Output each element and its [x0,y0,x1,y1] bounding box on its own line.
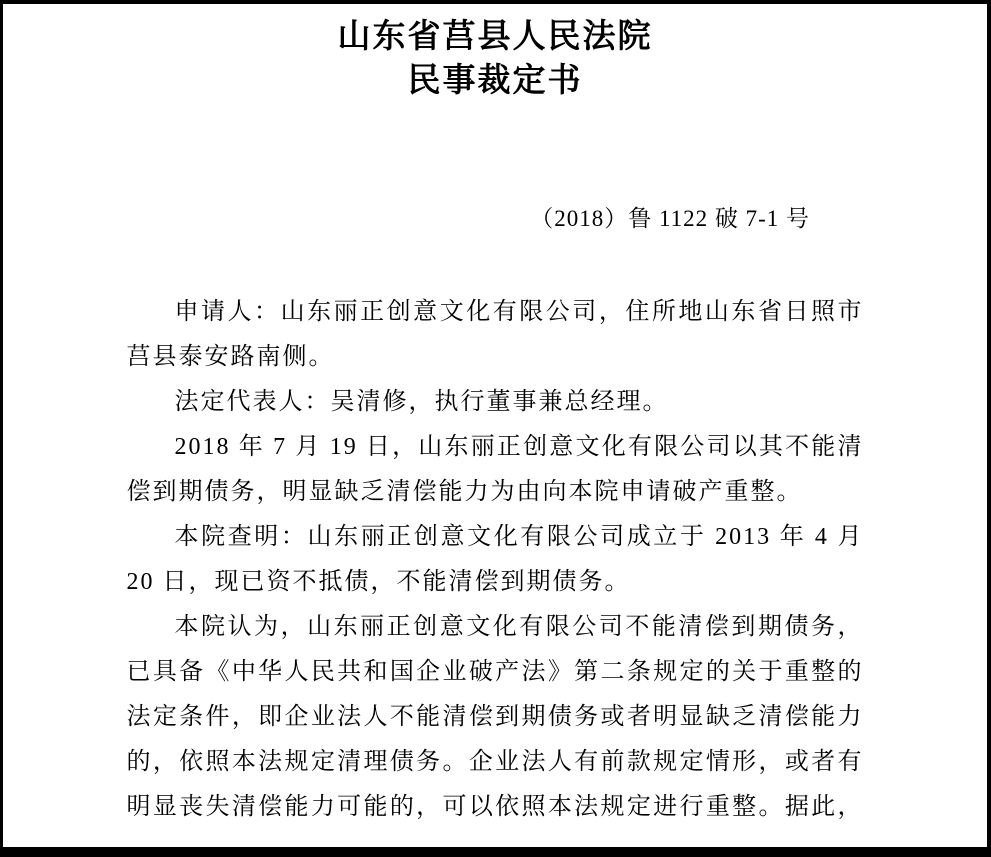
case-number-row [3,204,987,234]
body-line: 法定条件，即企业法人不能清偿到期债务或者明显缺乏清偿能力 [126,704,864,730]
body-line: 已具备《中华人民共和国企业破产法》第二条规定的关于重整的 [126,659,864,685]
document-type-title: 民事裁定书 [407,61,583,98]
body-line: 2018 年 7 月 19 日，山东丽正创意文化有限公司以其不能清 [174,434,864,460]
body-line: 明显丧失清偿能力可能的，可以依照本法规定进行重整。据此， [126,794,864,820]
body-line: 本院认为，山东丽正创意文化有限公司不能清偿到期债务， [174,614,864,640]
body-line: 20 日，现已资不抵债，不能清偿到期债务。 [126,569,631,595]
case-number: （2018）鲁 1122 破 7-1 号 [530,206,810,231]
body-line: 法定代表人：吴清修，执行董事兼总经理。 [174,389,669,415]
document-body [127,290,864,830]
body-line: 的，依照本法规定清理债务。企业法人有前款规定情形，或者有 [126,749,864,775]
body-line: 偿到期债务，明显缺乏清偿能力为由向本院申请破产重整。 [126,479,803,505]
document-header [3,14,987,102]
court-name: 山东省莒县人民法院 [337,17,653,54]
body-line: 本院查明：山东丽正创意文化有限公司成立于 2013 年 4 月 [174,524,864,550]
body-line: 莒县泰安路南侧。 [126,344,335,370]
body-line: 申请人：山东丽正创意文化有限公司，住所地山东省日照市 [174,299,864,325]
